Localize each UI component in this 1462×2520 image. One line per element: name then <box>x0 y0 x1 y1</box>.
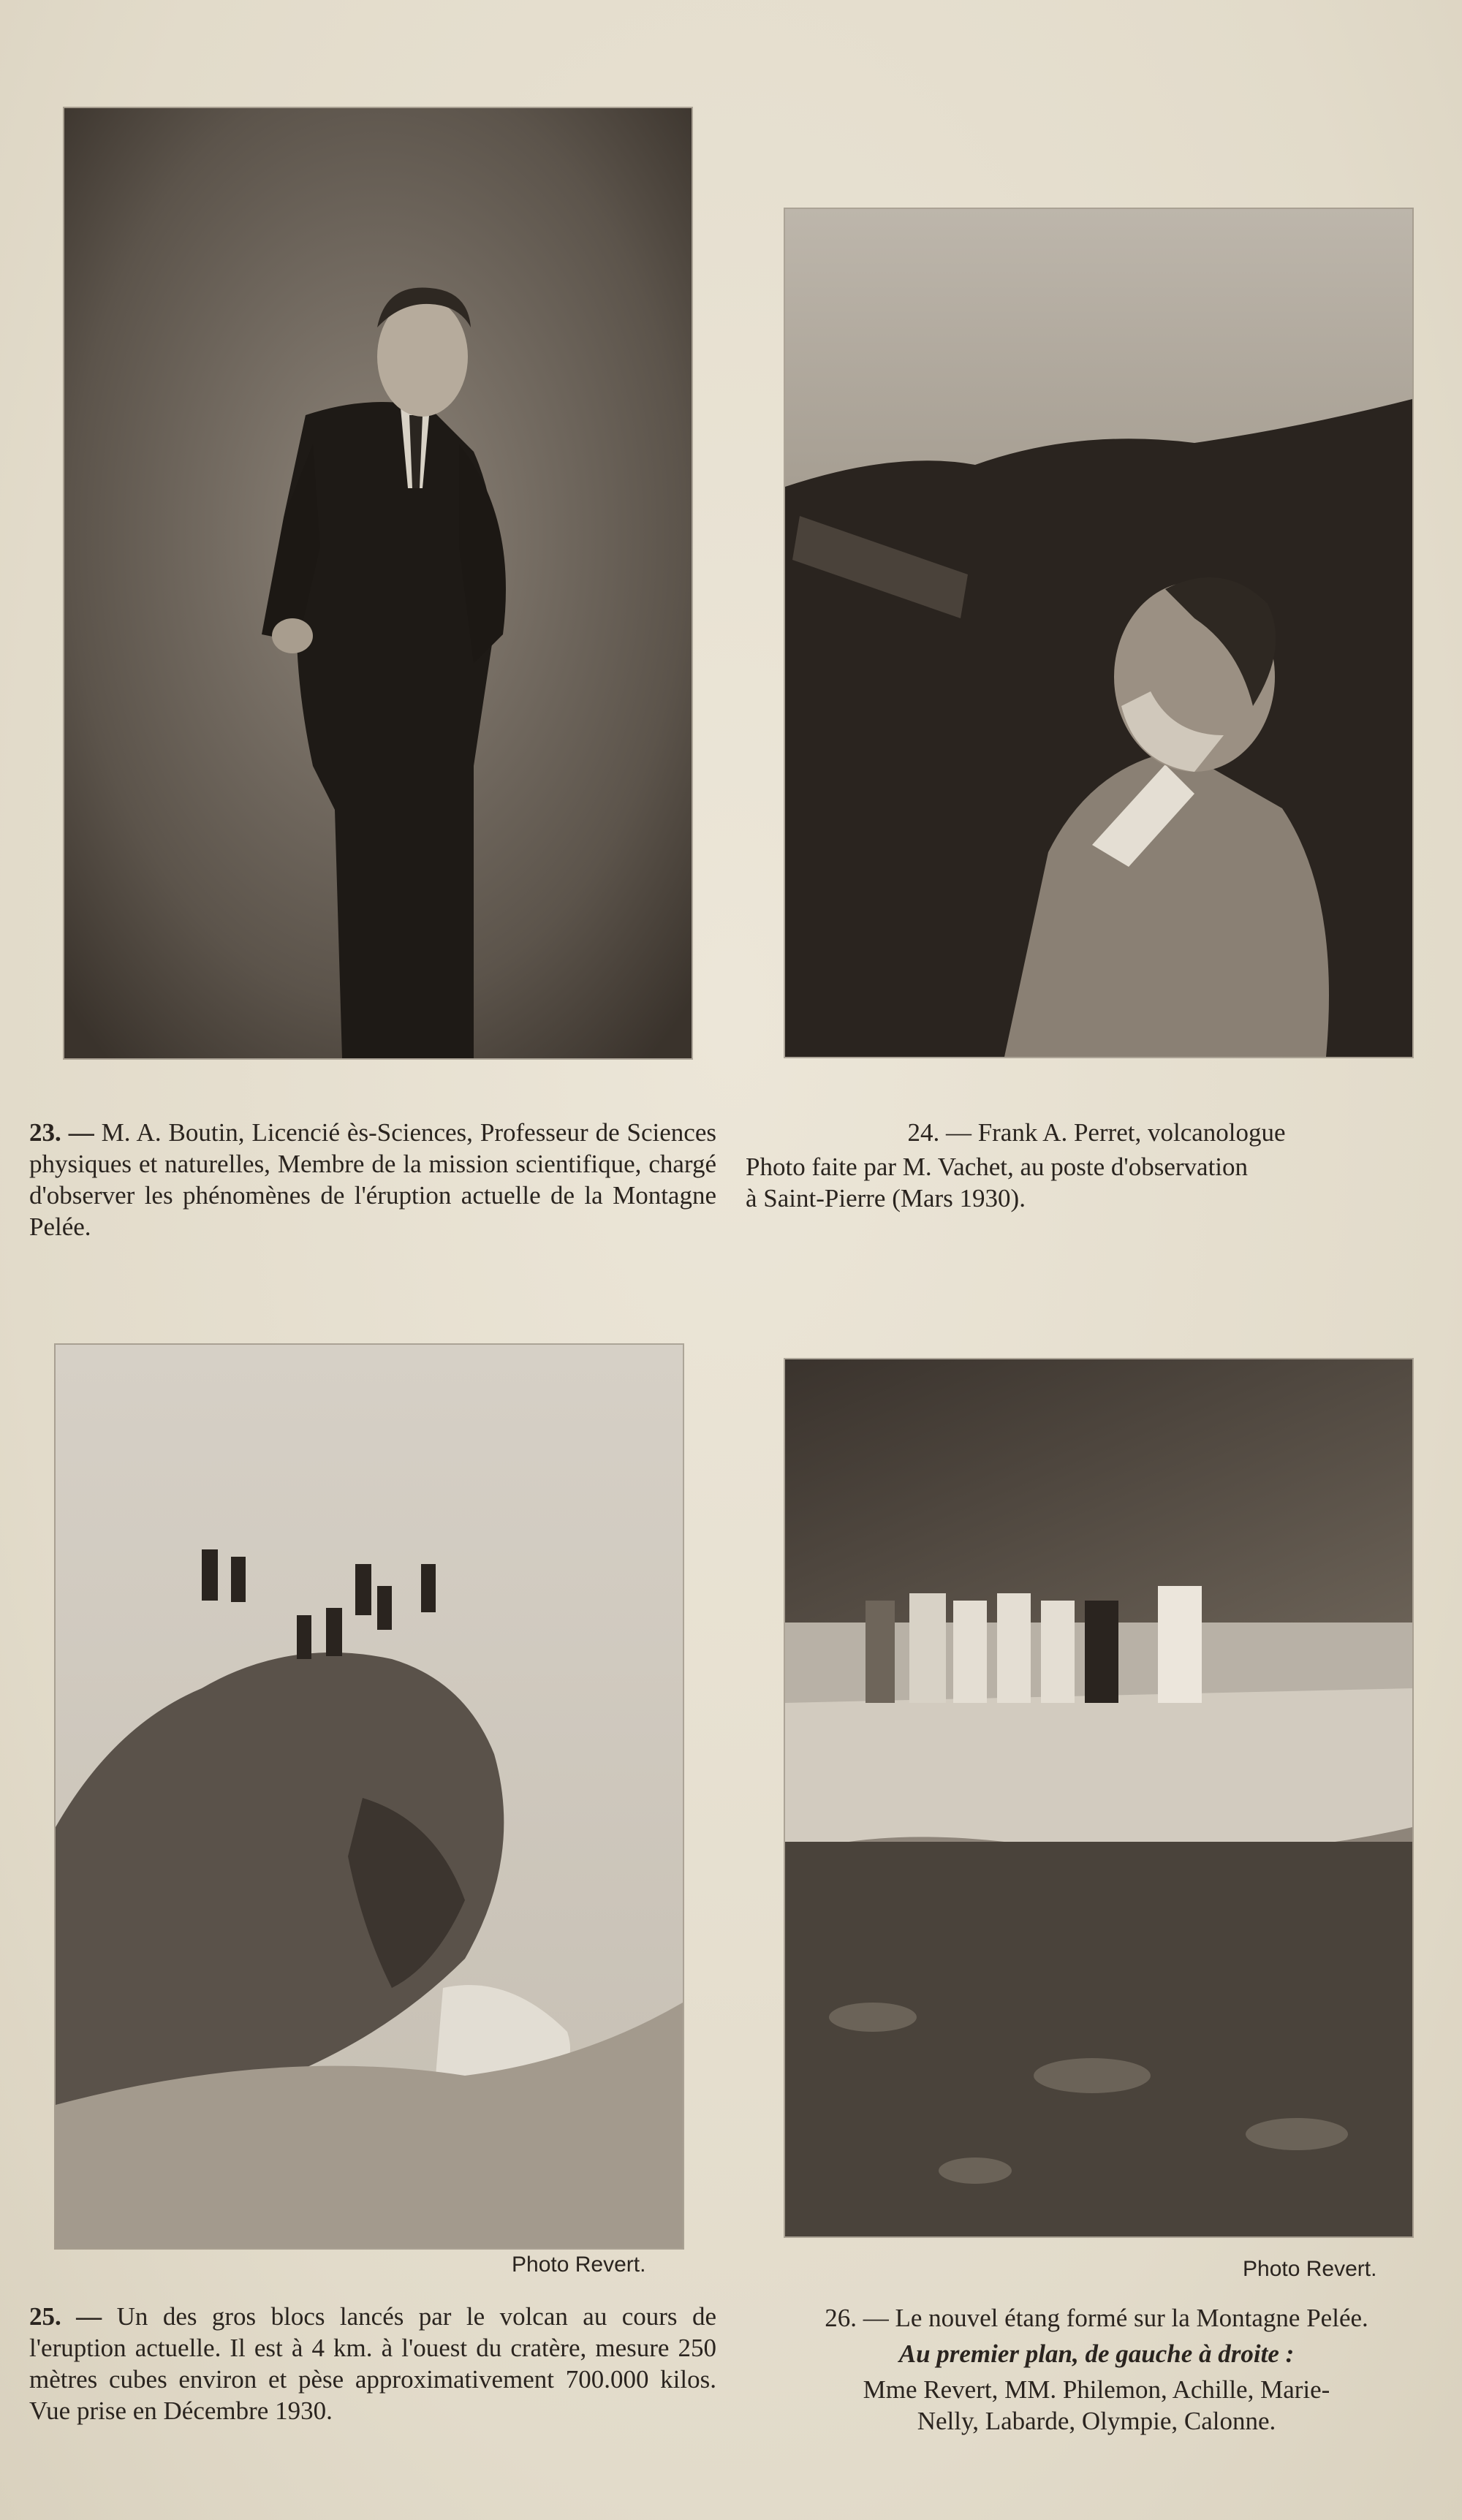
photo-25-boulder <box>56 1345 683 2248</box>
caption-25-number: 25. — <box>29 2302 102 2331</box>
caption-24 <box>746 1117 1447 1214</box>
caption-24-line1: 24. — Frank A. Perret, volcanologue <box>907 1118 1286 1147</box>
caption-26-line2: Au premier plan, de gauche à droite : <box>898 2339 1295 2368</box>
caption-26-line3: Mme Revert, MM. Philemon, Achille, Marie- <box>863 2375 1330 2404</box>
profile-image <box>785 209 1412 1057</box>
portrait-image <box>64 108 692 1058</box>
credit-25: Photo Revert. <box>512 2253 646 2277</box>
caption-23-text: M. A. Boutin, Licencié ès-Sciences, Professeur de Sciences physiques et naturelles, Membre de la mission scientifique, chargé d'observer les phénomènes de l'éruption actuelle de la Montagne Pelée. <box>29 1118 717 1241</box>
photo-24-perret-profile <box>785 209 1412 1057</box>
caption-26-line1: 26. — Le nouvel étang formé sur la Montagne Pelée. <box>825 2304 1368 2332</box>
caption-23 <box>29 1117 716 1242</box>
caption-26-line4: Nelly, Labarde, Olympie, Calonne. <box>917 2407 1276 2435</box>
caption-24-line2: Photo faite par M. Vachet, au poste d'observation <box>746 1153 1249 1181</box>
credit-26: Photo Revert. <box>1243 2257 1377 2281</box>
boulder-image <box>56 1345 683 2248</box>
pond-group-image <box>785 1359 1412 2236</box>
photo-26-pond-group <box>785 1359 1412 2236</box>
caption-25 <box>29 2301 716 2426</box>
caption-25-text: Un des gros blocs lancés par le volcan au cours de l'eruption actuelle. Il est à 4 km. à l'ouest du cratère, mesure 250 mètres cubes environ et pèse approximativement 700.000 kilos. Vue prise en Décembre 1930. <box>29 2302 717 2425</box>
photo-23-boutin-portrait <box>64 108 692 1058</box>
caption-24-line3: à Saint-Pierre (Mars 1930). <box>746 1184 1026 1212</box>
caption-23-number: 23. — <box>29 1118 94 1147</box>
caption-26 <box>738 2302 1455 2437</box>
